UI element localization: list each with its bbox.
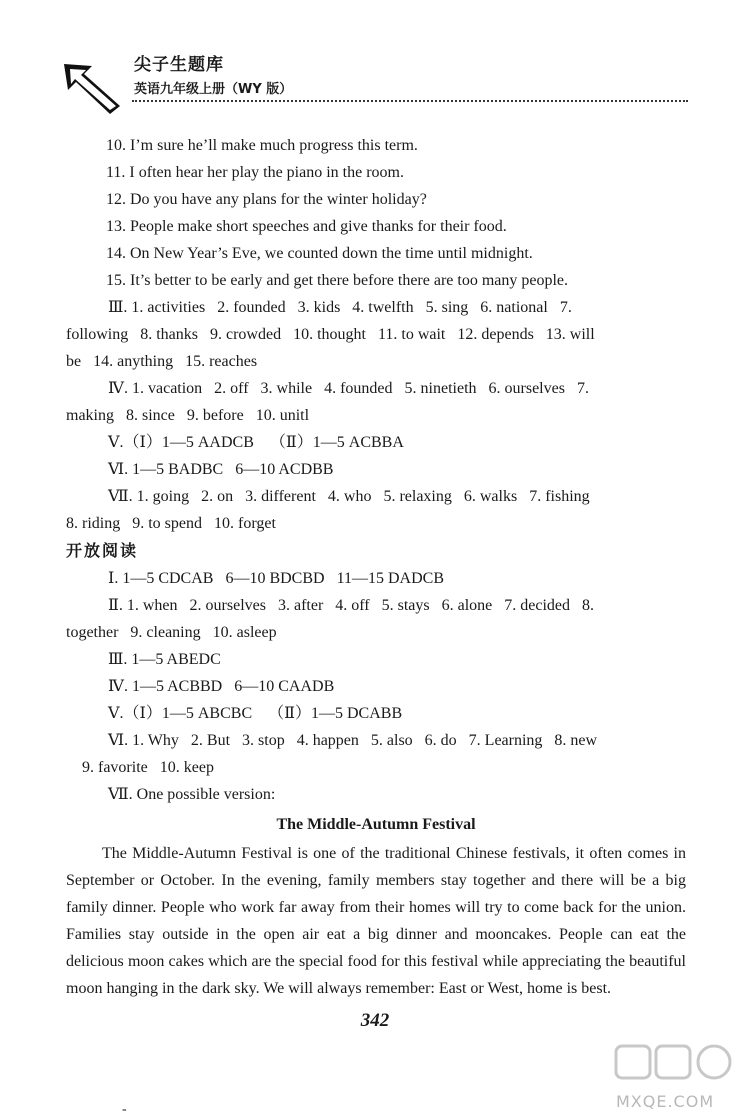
section-7-answers-cont: 8. riding 9. to spend 10. forget (66, 515, 276, 532)
section-7-answers: Ⅶ. 1. going 2. on 3. different 4. who 5. relaxing 6. walks 7. fishing (108, 488, 590, 505)
section-4-answers-cont: making 8. since 9. before 10. unitl (66, 407, 310, 424)
reading-section-2-cont: together 9. cleaning 10. asleep (66, 624, 277, 641)
section-5-answers: Ⅴ.（Ⅰ）1—5 AADCB （Ⅱ）1—5 ACBBA (108, 434, 404, 451)
answer-line: 14. On New Year’s Eve, we counted down the time until midnight. (106, 245, 533, 262)
answer-line: 15. It’s better to be early and get there before there are too many people. (106, 272, 569, 289)
reading-section-4: Ⅳ. 1—5 ACBBD 6—10 CAADB (108, 678, 335, 695)
essay-body: The Middle-Autumn Festival is one of the traditional Chinese festivals, it often comes in September or October. In the evening, family members stay together and there will be a big family dinner. People who work far away from their homes will try to come back for the union. Families stay outside in the open air eat a big dinner and mooncakes. People can eat the delicious moon cakes which are the special food for this festival while appreciating the beautiful moon hanging in the dark sky. We will always remember: East or West, home is best. (66, 845, 686, 997)
page-number: 342 (360, 1010, 390, 1031)
section-4-answers: Ⅳ. 1. vacation 2. off 3. while 4. founded 5. ninetieth 6. ourselves 7. (108, 380, 589, 397)
reading-section-1: Ⅰ. 1—5 CDCAB 6—10 BDCBD 11—15 DADCB (108, 570, 444, 587)
reading-section-6-cont: 9. favorite 10. keep (82, 759, 214, 776)
reading-section-6: Ⅵ. 1. Why 2. But 3. stop 4. happen 5. also 6. do 7. Learning 8. new (108, 732, 598, 749)
answer-line: 13. People make short speeches and give thanks for their food. (106, 218, 507, 235)
book-subtitle: 英语九年级上册（WY 版） (134, 82, 293, 97)
answer-line: 10. I’m sure he’ll make much progress this term. (106, 137, 418, 154)
reading-section-7: Ⅶ. One possible version: (108, 786, 276, 803)
book-brand-title: 尖子生题库 (134, 55, 224, 75)
reading-section-3: Ⅲ. 1—5 ABEDC (108, 651, 221, 668)
answer-line: 11. I often hear her play the piano in the room. (106, 164, 404, 181)
section-title-open-reading: 开放阅读 (66, 541, 139, 560)
section-3-answers-cont: following 8. thanks 9. crowded 10. thought 11. to wait 12. depends 13. will (66, 326, 595, 343)
reading-section-2: Ⅱ. 1. when 2. ourselves 3. after 4. off 5. stays 6. alone 7. decided 8. (108, 597, 595, 614)
header-divider (132, 100, 688, 102)
reading-section-5: Ⅴ.（Ⅰ）1—5 ABCBC （Ⅱ）1—5 DCABB (108, 705, 403, 722)
watermark-text: MXQE.COM (616, 1092, 715, 1111)
section-3-answers: Ⅲ. 1. activities 2. founded 3. kids 4. twelfth 5. sing 6. national 7. (108, 299, 572, 316)
answer-line: 12. Do you have any plans for the winter holiday? (106, 191, 427, 208)
section-3-answers-end: be 14. anything 15. reaches (66, 353, 258, 370)
footer-mark: - (122, 1102, 127, 1117)
answer-content (66, 132, 686, 1002)
arrow-logo-icon (62, 60, 124, 116)
section-6-answers: Ⅵ. 1—5 BADBC 6—10 ACDBB (108, 461, 334, 478)
essay-title: The Middle-Autumn Festival (276, 816, 476, 833)
page-header (62, 44, 692, 114)
